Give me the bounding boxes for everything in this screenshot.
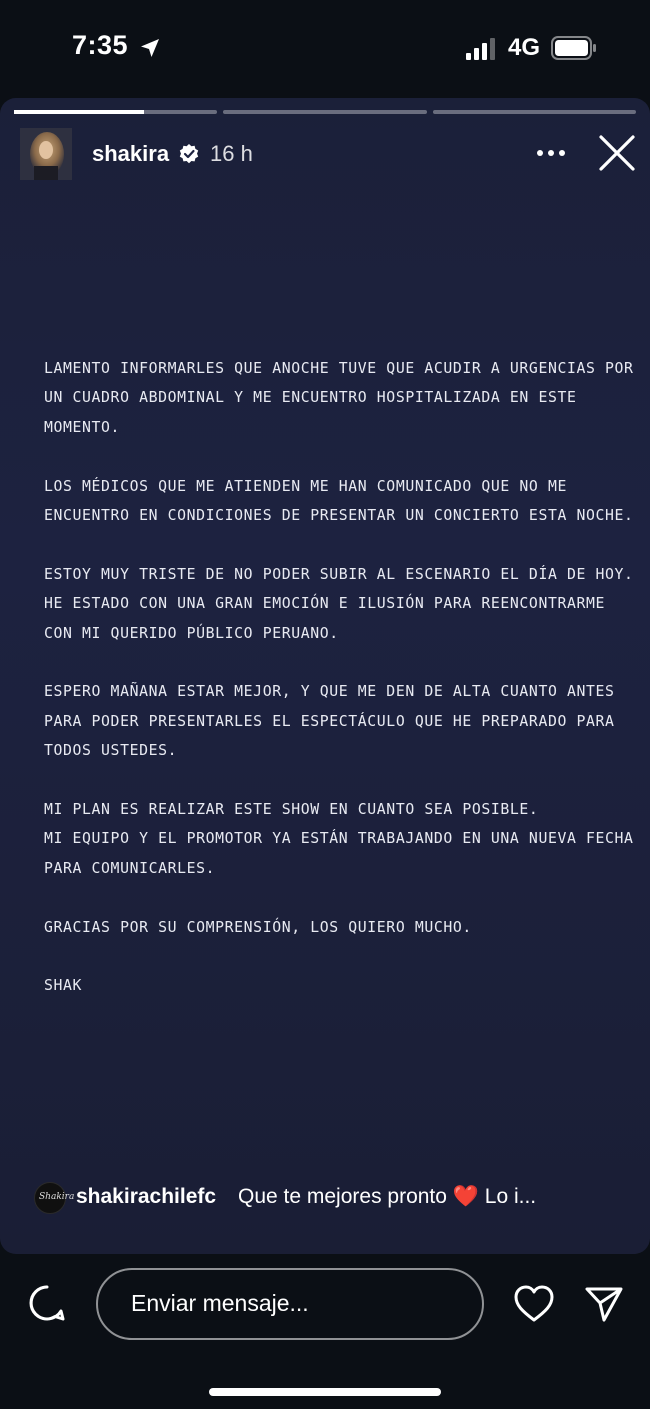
message-paragraph: ESTOY MUY TRISTE DE NO PODER SUBIR AL ESCENARIO EL DÍA DE HOY. HE ESTADO CON UNA GRAN EMOCIÓN E ILUSIÓN PARA REENCONTRARME CON MI QUERIDO PÚBLICO PERUANO. [44, 565, 634, 642]
verified-badge-icon [179, 144, 199, 164]
avatar-image [20, 128, 72, 180]
story-reply-bar [0, 1254, 650, 1409]
comment-text: Que te mejores pronto ❤️ Lo i... [238, 1185, 537, 1208]
story-viewer[interactable] [0, 98, 650, 1254]
location-arrow-icon [138, 36, 162, 60]
progress-fill [14, 110, 144, 114]
story-username[interactable]: shakira [92, 141, 170, 166]
progress-segment [14, 110, 217, 114]
home-indicator[interactable] [209, 1388, 441, 1396]
like-heart-icon[interactable] [514, 1285, 554, 1323]
story-progress [14, 110, 636, 114]
comment-username[interactable]: shakirachilefc [76, 1185, 217, 1208]
progress-segment [223, 110, 426, 114]
story-time-ago: 16 h [210, 141, 253, 166]
message-signature: SHAK [44, 977, 83, 995]
comment-avatar-logo: Shakira [39, 1192, 75, 1202]
message-paragraph: ESPERO MAÑANA ESTAR MEJOR, Y QUE ME DEN DE ALTA CUANTO ANTES PARA PODER PRESENTARLES EL ESPECTÁCULO QUE HE PREPARADO PARA TODOS USTEDES. [44, 683, 615, 760]
message-input[interactable]: Enviar mensaje... [96, 1268, 484, 1340]
progress-segment [433, 110, 636, 114]
comment-bubble-icon[interactable] [28, 1284, 66, 1322]
story-message [44, 354, 634, 1030]
battery-icon [551, 36, 597, 60]
avatar[interactable] [20, 128, 72, 180]
close-icon[interactable] [598, 134, 636, 172]
signal-icon [466, 38, 498, 60]
message-paragraph: LAMENTO INFORMARLES QUE ANOCHE TUVE QUE ACUDIR A URGENCIAS POR UN CUADRO ABDOMINAL Y ME ENCUENTRO HOSPITALIZADA EN ESTE MOMENTO. [44, 360, 634, 436]
message-paragraph: LOS MÉDICOS QUE ME ATIENDEN ME HAN COMUNICADO QUE NO ME ENCUENTRO EN CONDICIONES DE PRESENTAR UN CONCIERTO ESTA NOCHE. [44, 477, 634, 525]
network-label: 4G [508, 34, 541, 61]
message-paragraph: MI PLAN ES REALIZAR ESTE SHOW EN CUANTO SEA POSIBLE. MI EQUIPO Y EL PROMOTOR YA ESTÁN TRABAJANDO EN UNA NUEVA FECHA PARA COMUNICARLES. [44, 801, 634, 877]
more-options-icon[interactable] [536, 148, 566, 158]
story-comment[interactable] [34, 1182, 634, 1216]
send-icon[interactable] [584, 1285, 624, 1323]
message-paragraph: GRACIAS POR SU COMPRENSIÓN, LOS QUIERO MUCHO. [44, 918, 472, 936]
status-time: 7:35 [72, 30, 129, 60]
comment-avatar[interactable] [34, 1182, 75, 1214]
status-bar [0, 0, 650, 98]
